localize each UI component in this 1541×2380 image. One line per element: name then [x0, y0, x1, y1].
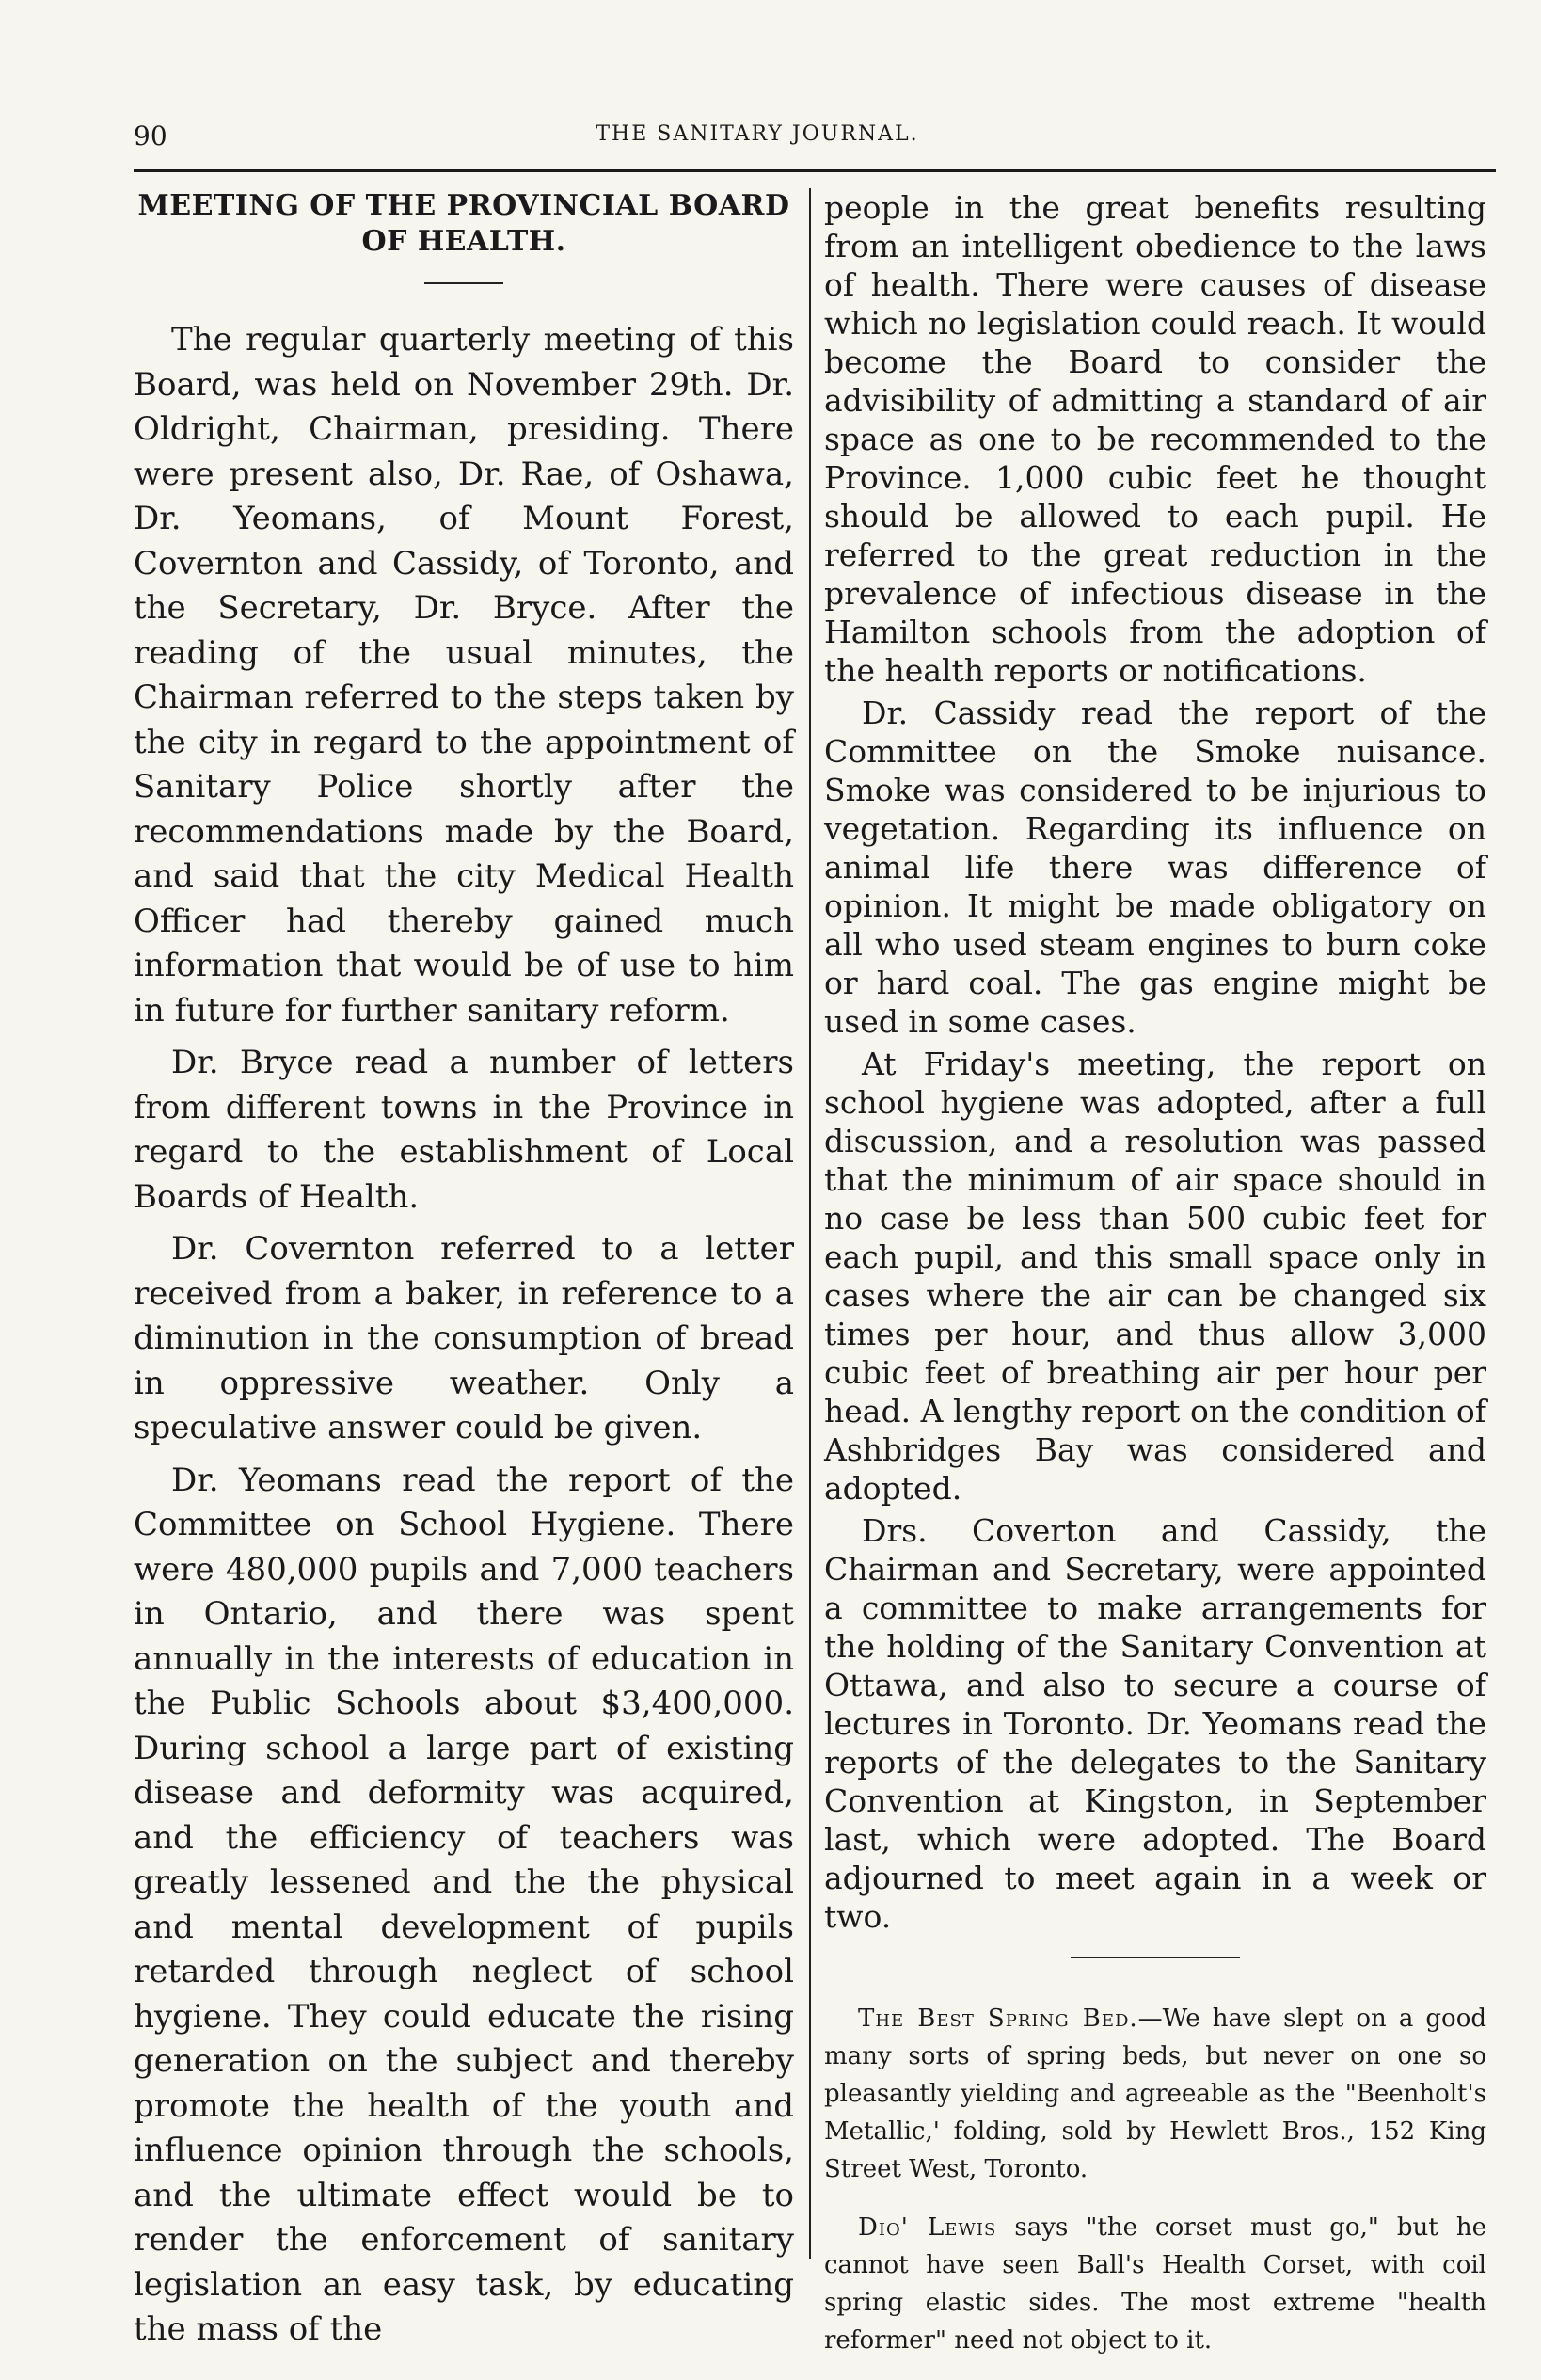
notice-lead: The Best Spring Bed. — [858, 2005, 1138, 2033]
article-headline: MEETING OF THE PROVINCIAL BOARD OF HEALTH. — [137, 189, 790, 258]
notice-lead: Dio' Lewis — [858, 2213, 997, 2242]
headline-rule — [424, 282, 503, 284]
header-rule — [134, 169, 1496, 172]
notice-corset — [824, 2209, 1486, 2359]
article-paragraph: Drs. Coverton and Cassidy, the Chairman and Secretary, were appointed a committee to make arrangements for the holding of the Sanitary Convention at Ottawa, and also to secure a course of lectures in Toronto. Dr. Yeomans read the reports of the delegates to the Sanitary Convention at Kingston, in September last, which were adopted. The Board adjourned to meet again in a week or two. — [824, 1512, 1486, 1935]
article-paragraph: Dr. Covernton referred to a letter received from a baker, in reference to a diminution in the consumption of bread in oppressive weather. Only a speculative answer could be given. — [134, 1230, 794, 1446]
article-paragraph: The regular quarterly meeting of this Board, was held on November 29th. Dr. Oldright, Chairman, presiding. There were present also, Dr. Rae, of Oshawa, Dr. Yeomans, of Mount Forest, Covernton and Cassidy, of Toronto, and the Secretary, Dr. Bryce. After the reading of the usual minutes, the Chairman referred to the steps taken by the city in regard to the appointment of Sanitary Police shortly after the recommendations made by the Board, and said that the city Medical Health Officer had thereby gained much information that would be of use to him in future for further sanitary reform. — [134, 321, 794, 1030]
page-number: 90 — [134, 120, 167, 152]
section-rule — [1071, 1957, 1240, 1958]
right-column — [824, 188, 1486, 2380]
left-column — [134, 188, 794, 2360]
notice-body: —We have slept on a good many sorts of spring beds, but never on one so pleasantly yielding and agreeable as the "Beenholt's Metallic,' folding, sold by Hewlett Bros., 152 King Street West, Toronto. — [824, 2005, 1486, 2183]
running-title: THE SANITARY JOURNAL. — [596, 122, 919, 146]
column-divider — [809, 188, 811, 2259]
notice-body: says "the corset must go," but he cannot have seen Ball's Health Corset, with coil spring elastic sides. The most extreme "health reformer" need not object to it. — [824, 2213, 1486, 2355]
article-paragraph: Dr. Yeomans read the report of the Committee on School Hygiene. There were 480,000 pupils and 7,000 teachers in Ontario, and there was spent annually in the interests of education in the Public Schools about $3,400,000. During school a large part of existing disease and deformity was acquired, and the efficiency of teachers was greatly lessened and the the physical and mental development of pupils retarded through neglect of school hygiene. They could educate the rising generation on the subject and thereby promote the health of the youth and influence opinion through the schools, and the ultimate effect would be to render the enforcement of sanitary legislation an easy task, by educating the mass of the — [134, 1461, 794, 2348]
article-paragraph: At Friday's meeting, the report on school hygiene was adopted, after a full discussion, and a resolution was passed that the minimum of air space should in no case be less than 500 cubic feet for each pupil, and this small space only in cases where the air can be changed six times per hour, and thus allow 3,000 cubic feet of breathing air per hour per head. A lengthy report on the condition of Ashbridges Bay was considered and adopted. — [824, 1046, 1486, 1507]
article-paragraph: Dr. Bryce read a number of letters from different towns in the Province in regard to the establishment of Local Boards of Health. — [134, 1044, 794, 1216]
page-header — [134, 120, 1381, 152]
article-paragraph: people in the great benefits resulting from an intelligent obedience to the laws of health. There were causes of disease which no legislation could reach. It would become the Board to consider the advisibility of admitting a standard of air space as one to be recommended to the Province. 1,000 cubic feet he thought should be allowed to each pupil. He referred to the great reduction in the prevalence of infectious disease in the Hamilton schools from the adoption of the health reports or notifications. — [824, 189, 1486, 689]
article-paragraph: Dr. Cassidy read the report of the Committee on the Smoke nuisance. Smoke was considered to be injurious to vegetation. Regarding its influence on animal life there was difference of opinion. It might be made obligatory on all who used steam engines to burn coke or hard coal. The gas engine might be used in some cases. — [824, 695, 1486, 1040]
notice-spring-bed — [824, 2000, 1486, 2188]
